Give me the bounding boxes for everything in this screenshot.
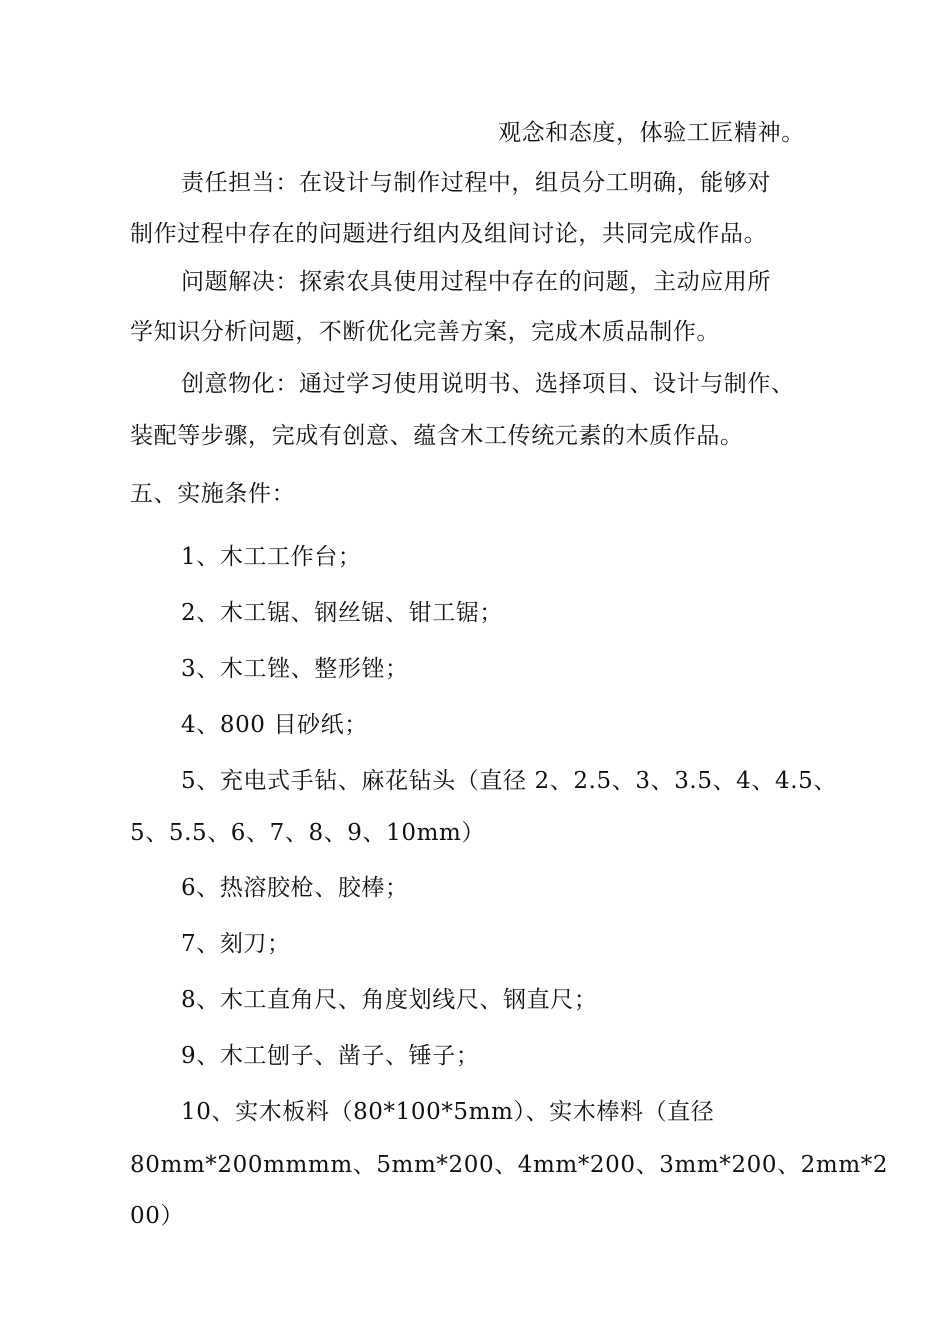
list-item: 8、木工直角尺、角度划线尺、钢直尺； — [181, 987, 598, 1013]
paragraph-line: 制作过程中存在的问题进行组内及组间讨论，共同完成作品。 — [130, 221, 768, 247]
list-item: 1、木工工作台； — [181, 544, 362, 570]
paragraph-line: 责任担当：在设计与制作过程中，组员分工明确，能够对 — [181, 170, 771, 196]
list-item-continuation: 5、5.5、6、7、8、9、10mm） — [130, 820, 486, 846]
list-item: 2、木工锯、钢丝锯、钳工锯； — [181, 600, 504, 626]
paragraph-line: 装配等步骤，完成有创意、蕴含木工传统元素的木质作品。 — [130, 423, 744, 449]
list-item-continuation: 80mm*200mmmm、5mm*200、4mm*200、3mm*200、2mm*2 — [130, 1152, 889, 1178]
list-item: 5、充电式手钻、麻花钻头（直径 2、2.5、3、3.5、4、4.5、 — [181, 768, 837, 794]
list-item: 7、刻刀； — [181, 931, 291, 957]
list-item: 4、800 目砂纸； — [181, 712, 368, 738]
list-item-continuation: 00） — [130, 1203, 185, 1229]
paragraph-line: 问题解决：探索农具使用过程中存在的问题，主动应用所 — [181, 269, 771, 295]
list-item: 6、热溶胶枪、胶棒； — [181, 875, 409, 901]
list-item: 9、木工刨子、凿子、锤子； — [181, 1043, 480, 1069]
paragraph-line: 学知识分析问题，不断优化完善方案，完成木质品制作。 — [130, 319, 720, 345]
section-heading: 五、实施条件： — [130, 481, 296, 507]
paragraph-line: 观念和态度，体验工匠精神。 — [498, 120, 805, 146]
paragraph-line: 创意物化：通过学习使用说明书、选择项目、设计与制作、 — [181, 371, 795, 397]
list-item: 10、实木板料（80*100*5mm）、实木棒料（直径 — [181, 1099, 715, 1125]
list-item: 3、木工锉、整形锉； — [181, 656, 409, 682]
